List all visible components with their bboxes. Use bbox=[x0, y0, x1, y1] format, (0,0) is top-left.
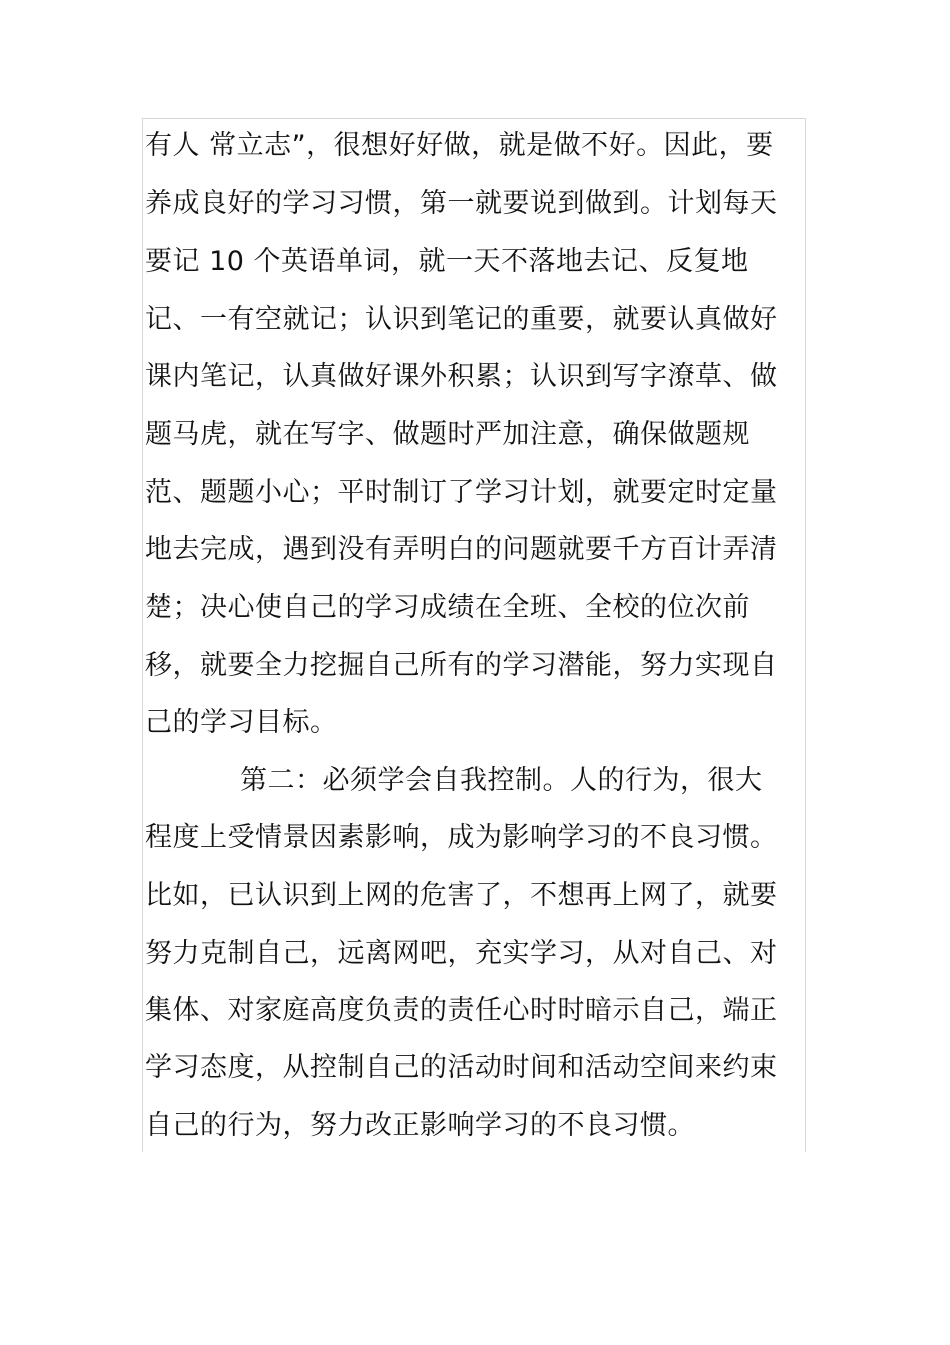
text-line-17: 学习态度，从控制自己的活动时间和活动空间来约束 bbox=[145, 1052, 778, 1083]
text-line-18: 自己的行为，努力改正影响学习的不良习惯。 bbox=[145, 1110, 695, 1141]
text-line-3: 要记 10 个英语单词，就一天不落地去记、反复地 bbox=[145, 246, 749, 277]
text-line-1: 有人 常立志”，很想好好做，就是做不好。因此，要 bbox=[145, 130, 774, 161]
text-line-15: 努力克制自己，远离网吧，充实学习，从对自己、对 bbox=[145, 938, 778, 969]
text-line-10: 移，就要全力挖掘自己所有的学习潜能，努力实现自 bbox=[145, 650, 778, 681]
text-line-12: 第二：必须学会自我控制。人的行为，很大 bbox=[240, 765, 763, 796]
text-line-8: 地去完成，遇到没有弄明白的问题就要千方百计弄清 bbox=[145, 534, 778, 565]
text-line-2: 养成良好的学习习惯，第一就要说到做到。计划每天 bbox=[145, 188, 778, 219]
text-line-9: 楚；决心使自己的学习成绩在全班、全校的位次前 bbox=[145, 592, 750, 623]
text-line-16: 集体、对家庭高度负责的责任心时时暗示自己，端正 bbox=[145, 995, 778, 1026]
text-line-5: 课内笔记，认真做好课外积累；认识到写字潦草、做 bbox=[145, 361, 778, 392]
text-line-7: 范、题题小心；平时制订了学习计划，就要定时定量 bbox=[145, 477, 778, 508]
text-line-6: 题马虎，就在写字、做题时严加注意，确保做题规 bbox=[145, 419, 750, 450]
text-line-11: 己的学习目标。 bbox=[145, 707, 338, 738]
text-line-13: 程度上受情景因素影响，成为影响学习的不良习惯。 bbox=[145, 822, 778, 853]
text-line-4: 记、一有空就记；认识到笔记的重要，就要认真做好 bbox=[145, 304, 778, 335]
text-line-14: 比如，已认识到上网的危害了，不想再上网了，就要 bbox=[145, 880, 778, 911]
